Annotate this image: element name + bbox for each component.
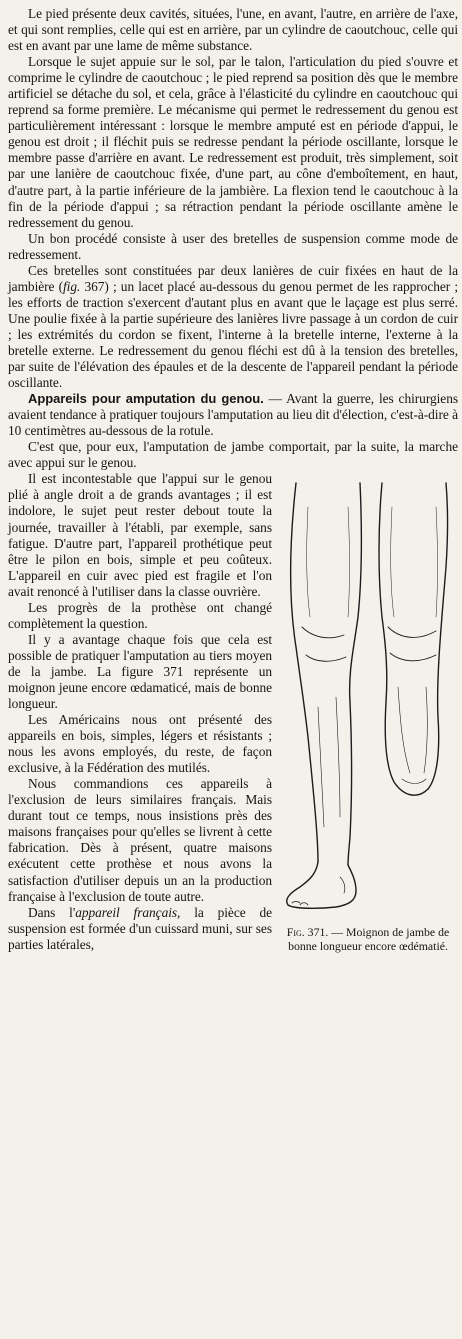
knee-amputation-text: — Avant la guerre, les chirurgiens avaient tendance à pratiquer toujours l'amputation au lieu dit d'élection, c'est-à-dire à 10 centimètres au-dessous de la rotule. [8,391,458,439]
figure-371 [278,477,458,953]
paragraph-foot-cavities: Le pied présente deux cavités, situées, l'une, en avant, l'autre, en arrière de l'axe, et qui sont remplies, celle qui est en arrière, par un cylindre de caoutchouc, celle qui est en avant par une lame de même substance. [8,6,458,54]
figure-caption [278,925,458,953]
paragraph-american-devices: Les Américains nous ont présenté des appareils en bois, simples, légers et résistants ; nous les avons employés, du reste, de façon exclusive, à la Fédération des mutilés. [8,712,272,776]
french-device-text-after: la pièce de suspension est formée d'un cuissard muni, sur ses parties latérales, [8,904,272,952]
paragraph-suspension-straps: Un bon procédé consiste à user des bretelles de suspension comme mode de redressement. [8,230,458,262]
paragraph-knee-amputation [8,391,458,439]
strap-text-before: Ces bretelles sont constituées par deux lanières de cuir fixées en haut de la jambière ( [8,262,458,294]
leg-stump-illustration [278,477,458,917]
french-device-emphasis: appareil français, [75,904,181,920]
paragraph-strap-construction [8,263,458,391]
paragraph-knee-support: Il est incontestable que l'appui sur le genou plié à angle droit a de grands avantages ; il est indolore, le sujet peut rester debout toute la journée, travailler à l'établi, par exemple, sans fatigue. D'autre part, l'appareil prothétique peut être le pilon en bois, simple et peu coûteux. L'appareil en cuir avec pied est fragile et l'on avait renoncé à l'utiliser dans la classe ouvrière. [8,471,272,599]
figure-reference: fig. [63,278,81,294]
french-device-text-before: Dans l' [28,904,76,920]
paragraph-french-production: Nous commandions ces appareils à l'exclusion de leurs similaires français. Mais durant tout ce temps, nous insistions près des maisons françaises pour qu'elles se livrent à cette fabrication. Dès à présent, quatre maisons exécutent cette prothèse et nous avons la satisfaction d'utiliser depuis un an la production française à l'exclusion de toute autre. [8,776,272,904]
paragraph-knee-mechanism: Lorsque le sujet appuie sur le sol, par le talon, l'articulation du pied s'ouvre et comprime le cylindre de caoutchouc ; le pied reprend sa position dès que le membre artificiel se détache du sol, et cela, grâce à l'élasticité du cylindre en caoutchouc qui reprend sa forme première. Le mécanisme qui permet le redressement du genou est particulièrement intéressant : lorsque le membre amputé est en période d'appui, le genou est droit ; il fléchit puis se redresse pendant la période oscillante, lorsque le membre passe d'arrière en avant. Le redressement est produit, très simplement, soit par une lanière de caoutchouc fixée, d'une part, au cône d'emboîtement, en haut, d'autre part, à la partie inférieure de la jambière. La flexion tend le caoutchouc à la fin de la période d'appui ; sa rétraction pendant la période oscillante amène le redressement du genou. [8,54,458,230]
figure-label: Fig. 371. [286,925,329,940]
paragraph-prosthesis-progress: Les progrès de la prothèse ont changé complètement la question. [8,599,272,631]
paragraph-amputation-advantage: Il y a avantage chaque fois que cela est possible de pratiquer l'amputation au tiers moyen de la jambe. La figure 371 représente un moignon jeune encore œdamaticé, mais de bonne longueur. [8,631,272,712]
paragraph-surgeons-view: C'est que, pour eux, l'amputation de jambe comportait, par la suite, la marche avec appui sur le genou. [8,439,458,471]
strap-text-after: 367) ; un lacet placé au-dessous du genou permet de les rapprocher ; les efforts de traction s'exercent d'autant plus en avant que le laçage est plus serré. Une poulie fixée à la partie supérieure des lanières livre passage à un cordon de cuir ; les extrémités du cordon se fixent, l'interne à la bretelle interne, l'externe à la bretelle externe. Le redressement du genou fléchi est dû à la tension des bretelles, par suite de l'élévation des épaules et de la descente de l'appareil pendant la période oscillante. [8,278,458,391]
section-heading: Appareils pour amputation du genou. [28,391,264,407]
figure-caption-text: — Moignon de jambe de bonne longueur encore œdématié. [288,925,450,954]
